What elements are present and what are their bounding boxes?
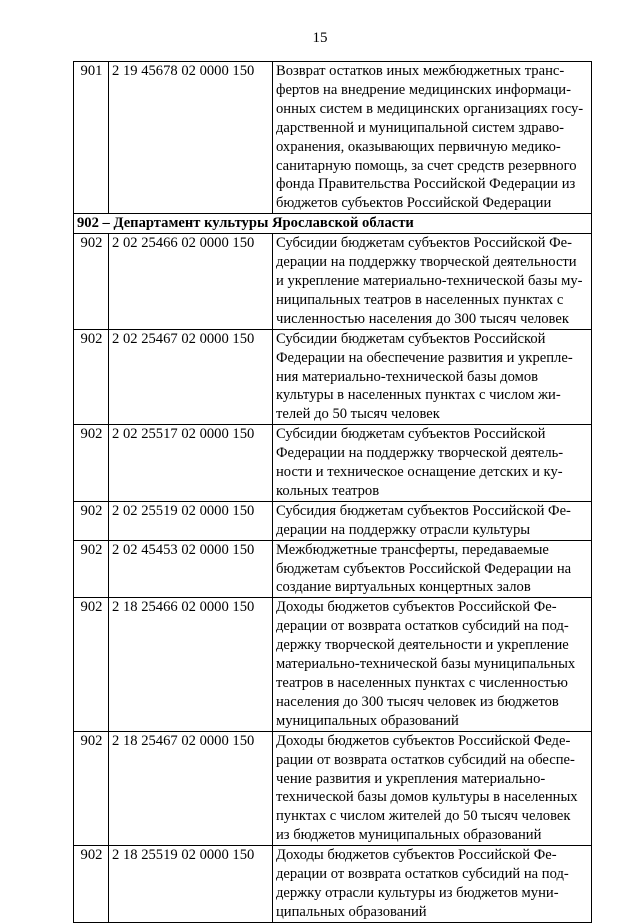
admin-code-cell: 902 [74, 846, 109, 923]
income-name-cell [273, 846, 592, 923]
admin-code-cell: 902 [74, 329, 109, 425]
income-name-line: санитарную помощь, за счет средств резервного [276, 157, 577, 174]
page-number: 15 [312, 30, 328, 46]
admin-code-cell: 902 [74, 598, 109, 731]
admin-code-cell: 901 [74, 62, 109, 214]
income-name-line: охранения, оказывающих первичную медико- [276, 138, 561, 155]
budget-code-cell: 2 02 25467 02 0000 150 [109, 329, 273, 425]
income-name-cell [273, 540, 592, 598]
income-name-cell [273, 731, 592, 845]
income-name-line: создание виртуальных концертных залов [276, 579, 531, 596]
income-name-line: ности и техническое оснащение детских и ку- [276, 464, 563, 481]
income-name-line: Возврат остатков иных межбюджетных транс- [276, 63, 565, 79]
budget-code-cell: 2 18 25467 02 0000 150 [109, 731, 273, 845]
budget-code-cell: 2 19 45678 02 0000 150 [109, 62, 273, 214]
budget-classification-table [73, 61, 592, 923]
admin-code-cell: 902 [74, 540, 109, 598]
income-name-line: дерации на поддержку отрасли культуры [276, 521, 531, 538]
income-name-line: ципальных образований [276, 903, 427, 920]
section-header-row [74, 214, 592, 234]
income-name-line: и укрепление материально-технической базы му- [276, 272, 583, 289]
income-name-line: дарственной и муниципальной систем здраво- [276, 119, 565, 136]
table-row [74, 731, 592, 845]
income-name-cell [273, 329, 592, 425]
income-name-line: онных систем в медицинских организациях госу- [276, 100, 584, 117]
budget-code-cell: 2 02 25519 02 0000 150 [109, 501, 273, 540]
income-name-line: бюджетов субъектов Российской Федерации [276, 195, 552, 212]
budget-code-cell: 2 18 25519 02 0000 150 [109, 846, 273, 923]
income-name-cell [273, 598, 592, 731]
income-name-line: Федерации на поддержку творческой деятель- [276, 445, 564, 462]
table-body [74, 62, 592, 923]
table-row [74, 501, 592, 540]
income-name-line: материально-технической базы муниципальных [276, 656, 576, 673]
income-name-line: технической базы домов культуры в населенных [276, 789, 578, 806]
income-name-line: Субсидия бюджетам субъектов Российской Фе- [276, 502, 571, 519]
income-name-line: Субсидии бюджетам субъектов Российской [276, 426, 546, 443]
income-name-line: Межбюджетные трансферты, передаваемые [276, 541, 549, 558]
table-row [74, 598, 592, 731]
table-row [74, 425, 592, 502]
income-name-cell [273, 62, 592, 214]
income-name-line: дерации на поддержку творческой деятельности [276, 254, 577, 271]
income-name-line: фонда Правительства Российской Федерации из [276, 176, 576, 193]
income-name-cell [273, 501, 592, 540]
admin-code-cell: 902 [74, 501, 109, 540]
income-name-cell [273, 234, 592, 330]
income-name-line: численностью населения до 300 тысяч человек [276, 310, 569, 327]
income-name-line: муниципальных образований [276, 712, 459, 729]
income-name-line: пунктах с числом жителей до 50 тысяч человек [276, 808, 571, 825]
table-row [74, 540, 592, 598]
budget-code-cell: 2 02 25517 02 0000 150 [109, 425, 273, 502]
table-row [74, 846, 592, 923]
table-row [74, 234, 592, 330]
admin-code-cell: 902 [74, 234, 109, 330]
budget-code-cell: 2 18 25466 02 0000 150 [109, 598, 273, 731]
income-name-line: держку отрасли культуры из бюджетов муни- [276, 884, 559, 901]
income-name-cell [273, 425, 592, 502]
income-name-line: кольных театров [276, 482, 380, 499]
income-name-line: Субсидии бюджетам субъектов Российской Фе- [276, 235, 573, 252]
income-name-line: бюджетам субъектов Российской Федерации на [276, 560, 572, 577]
income-name-line: рации от возврата остатков субсидий на обеспе- [276, 751, 575, 768]
income-name-line: Доходы бюджетов субъектов Российской Фе- [276, 599, 557, 616]
income-name-line: культуры в населенных пунктах с числом жи- [276, 387, 561, 404]
income-name-line: Доходы бюджетов субъектов Российской Фе- [276, 847, 557, 864]
income-name-line: фертов на внедрение медицинских информаци- [276, 81, 571, 98]
table-row [74, 329, 592, 425]
table-row [74, 62, 592, 214]
income-name-line: ниципальных театров в населенных пунктах с [276, 291, 564, 308]
income-name-line: дерации от возврата остатков субсидий на под- [276, 618, 569, 635]
income-name-line: населения до 300 тысяч человек из бюджетов [276, 693, 559, 710]
section-title: 902 – Департамент культуры Ярославской области [74, 214, 592, 234]
income-name-line: телей до 50 тысяч человек [276, 406, 440, 423]
income-name-line: ния материально-технической базы домов [276, 368, 539, 385]
budget-code-cell: 2 02 25466 02 0000 150 [109, 234, 273, 330]
income-name-line: из бюджетов муниципальных образований [276, 827, 542, 844]
income-name-line: Субсидии бюджетам субъектов Российской [276, 330, 546, 347]
budget-code-cell: 2 02 45453 02 0000 150 [109, 540, 273, 598]
income-name-line: чение развития и укрепления материально- [276, 770, 546, 787]
income-name-line: театров в населенных пунктах с численностью [276, 675, 568, 691]
income-name-line: дерации от возврата остатков субсидий на под- [276, 866, 569, 883]
admin-code-cell: 902 [74, 731, 109, 845]
income-name-line: Федерации на обеспечение развития и укрепле- [276, 349, 573, 366]
income-name-line: держку творческой деятельности и укрепление [276, 637, 569, 654]
income-name-line: Доходы бюджетов субъектов Российской Феде- [276, 732, 571, 749]
admin-code-cell: 902 [74, 425, 109, 502]
